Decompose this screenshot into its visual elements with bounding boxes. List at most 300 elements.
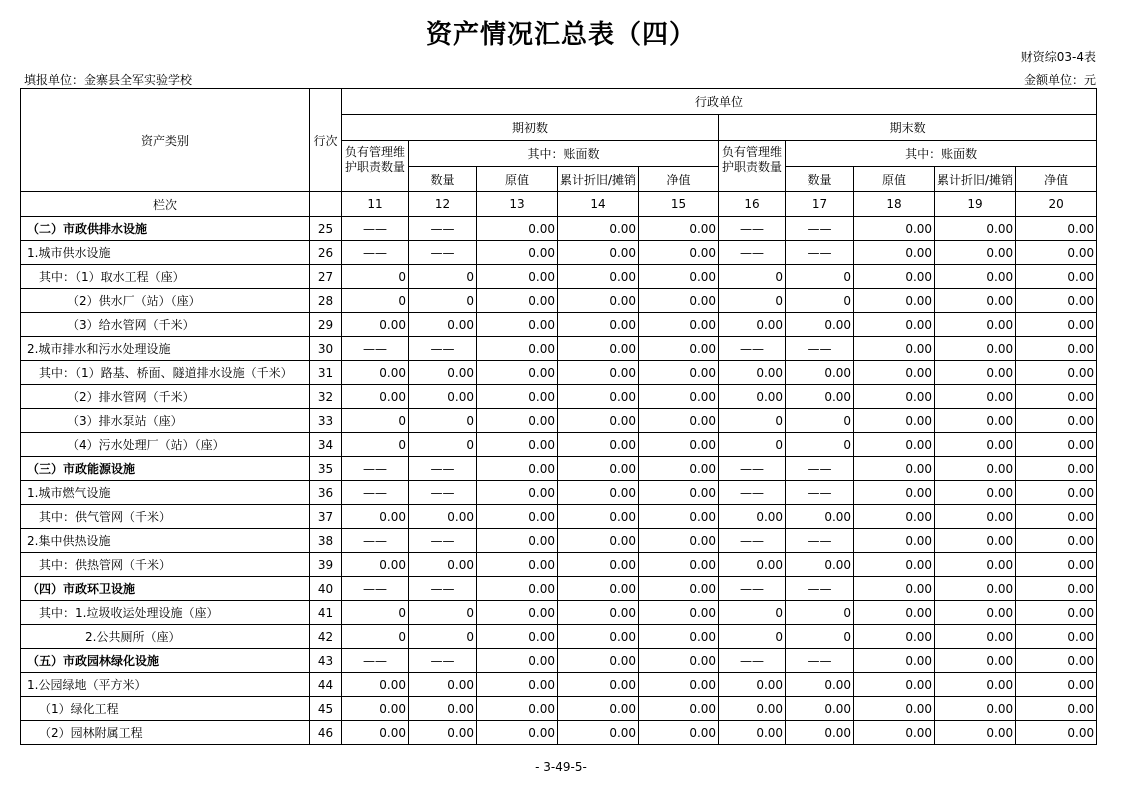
row-value-cell: 0.00 [719, 553, 786, 577]
table-row [21, 217, 1097, 241]
header-begin-orig: 原值 [477, 167, 558, 192]
header-end-book: 其中：账面数 [786, 141, 1097, 167]
row-value-cell: 0.00 [1016, 361, 1097, 385]
row-value-cell: 0.00 [935, 553, 1016, 577]
row-value-cell: 0.00 [409, 505, 477, 529]
row-line-no: 32 [310, 385, 342, 409]
header-col-num: 13 [477, 192, 558, 217]
row-value-cell: 0.00 [477, 361, 558, 385]
row-value-cell: —— [342, 217, 409, 241]
row-value-cell: 0.00 [342, 313, 409, 337]
row-value-cell: 0.00 [719, 361, 786, 385]
table-row [21, 721, 1097, 745]
row-line-no: 28 [310, 289, 342, 313]
row-value-cell: 0.00 [558, 697, 639, 721]
row-value-cell: —— [719, 649, 786, 673]
row-value-cell: 0.00 [639, 577, 719, 601]
row-value-cell: 0.00 [935, 361, 1016, 385]
table-row [21, 505, 1097, 529]
row-value-cell: 0.00 [786, 313, 854, 337]
row-value-cell: 0.00 [639, 337, 719, 361]
row-value-cell: 0.00 [854, 673, 935, 697]
row-value-cell: 0.00 [786, 385, 854, 409]
row-value-cell: 0.00 [558, 241, 639, 265]
row-asset-name: 1.城市供水设施 [21, 241, 310, 265]
row-asset-name: （五）市政园林绿化设施 [21, 649, 310, 673]
row-value-cell: 0.00 [935, 409, 1016, 433]
row-value-cell: —— [342, 337, 409, 361]
row-value-cell: 0.00 [409, 313, 477, 337]
row-value-cell: 0.00 [409, 697, 477, 721]
row-value-cell: 0.00 [342, 505, 409, 529]
row-value-cell: 0.00 [935, 337, 1016, 361]
row-line-no: 38 [310, 529, 342, 553]
row-value-cell: 0 [719, 265, 786, 289]
row-value-cell: 0.00 [342, 361, 409, 385]
row-value-cell: 0.00 [935, 481, 1016, 505]
row-asset-name: （二）市政供排水设施 [21, 217, 310, 241]
row-value-cell: 0.00 [1016, 337, 1097, 361]
table-row [21, 313, 1097, 337]
row-value-cell: 0.00 [854, 697, 935, 721]
header-end-qty: 数量 [786, 167, 854, 192]
header-col-num: 14 [558, 192, 639, 217]
row-line-no: 46 [310, 721, 342, 745]
row-value-cell: 0.00 [477, 625, 558, 649]
row-value-cell: 0.00 [477, 577, 558, 601]
row-value-cell: 0.00 [854, 433, 935, 457]
row-value-cell: 0.00 [558, 649, 639, 673]
row-value-cell: 0 [719, 289, 786, 313]
table-row [21, 385, 1097, 409]
row-value-cell: 0.00 [854, 361, 935, 385]
row-value-cell: —— [719, 529, 786, 553]
row-value-cell: 0.00 [477, 697, 558, 721]
row-value-cell: 0.00 [719, 673, 786, 697]
row-value-cell: —— [719, 457, 786, 481]
row-value-cell: 0.00 [558, 385, 639, 409]
row-value-cell: 0 [342, 409, 409, 433]
row-value-cell: 0.00 [639, 697, 719, 721]
header-begin-depr: 累计折旧/摊销 [558, 167, 639, 192]
row-value-cell: 0.00 [639, 625, 719, 649]
row-value-cell: 0.00 [854, 601, 935, 625]
row-value-cell: 0.00 [854, 385, 935, 409]
row-value-cell: 0.00 [854, 409, 935, 433]
row-value-cell: 0.00 [477, 433, 558, 457]
header-col-num: 19 [935, 192, 1016, 217]
row-value-cell: 0.00 [719, 505, 786, 529]
row-value-cell: —— [409, 217, 477, 241]
row-value-cell: —— [786, 241, 854, 265]
page-title: 资产情况汇总表（四） [425, 20, 696, 50]
row-value-cell: 0.00 [477, 673, 558, 697]
row-value-cell: 0 [786, 601, 854, 625]
header-end-resp-qty: 负有管理维护职责数量 [719, 141, 786, 192]
row-asset-name: 其中：（1）取水工程（座） [21, 265, 310, 289]
row-value-cell: —— [409, 529, 477, 553]
header-begin-resp-qty: 负有管理维护职责数量 [342, 141, 409, 192]
row-value-cell: 0.00 [935, 577, 1016, 601]
row-asset-name: （4）污水处理厂（站）（座） [21, 433, 310, 457]
row-value-cell: 0.00 [342, 721, 409, 745]
row-asset-name: （2）排水管网（千米） [21, 385, 310, 409]
row-asset-name: （3）排水泵站（座） [21, 409, 310, 433]
row-value-cell: 0.00 [639, 553, 719, 577]
row-value-cell: 0 [409, 601, 477, 625]
row-value-cell: 0.00 [477, 313, 558, 337]
row-line-no: 39 [310, 553, 342, 577]
header-col-num: 16 [719, 192, 786, 217]
table-row [21, 697, 1097, 721]
row-asset-name: 1.公园绿地（平方米） [21, 673, 310, 697]
row-value-cell: 0.00 [935, 385, 1016, 409]
row-value-cell: —— [719, 337, 786, 361]
row-value-cell: 0.00 [477, 337, 558, 361]
row-value-cell: 0.00 [935, 217, 1016, 241]
row-value-cell: 0.00 [854, 241, 935, 265]
row-asset-name: 其中：1.垃圾收运处理设施（座） [21, 601, 310, 625]
row-value-cell: 0.00 [477, 241, 558, 265]
row-value-cell: 0.00 [1016, 289, 1097, 313]
row-value-cell: 0.00 [342, 697, 409, 721]
row-line-no: 37 [310, 505, 342, 529]
row-asset-name: （3）给水管网（千米） [21, 313, 310, 337]
row-value-cell: 0.00 [477, 457, 558, 481]
table-row [21, 673, 1097, 697]
header-end-net: 净值 [1016, 167, 1097, 192]
row-line-no: 26 [310, 241, 342, 265]
row-value-cell: 0.00 [1016, 577, 1097, 601]
header-col-blank [310, 192, 342, 217]
row-value-cell: 0 [409, 289, 477, 313]
row-value-cell: 0.00 [719, 721, 786, 745]
row-value-cell: 0 [342, 433, 409, 457]
row-value-cell: 0.00 [854, 337, 935, 361]
row-value-cell: 0.00 [639, 529, 719, 553]
row-value-cell: 0.00 [854, 577, 935, 601]
row-value-cell: 0.00 [558, 505, 639, 529]
row-value-cell: —— [409, 649, 477, 673]
row-value-cell: 0.00 [854, 721, 935, 745]
row-value-cell: 0.00 [719, 697, 786, 721]
header-begin-book: 其中：账面数 [409, 141, 719, 167]
header-begin-net: 净值 [639, 167, 719, 192]
row-value-cell: 0.00 [786, 673, 854, 697]
row-line-no: 42 [310, 625, 342, 649]
table-row [21, 409, 1097, 433]
row-value-cell: —— [786, 217, 854, 241]
row-asset-name: 2.城市排水和污水处理设施 [21, 337, 310, 361]
row-asset-name: 1.城市燃气设施 [21, 481, 310, 505]
row-value-cell: 0.00 [935, 313, 1016, 337]
row-value-cell: 0.00 [1016, 265, 1097, 289]
row-asset-name: 2.公共厕所（座） [21, 625, 310, 649]
row-value-cell: 0.00 [558, 433, 639, 457]
row-line-no: 31 [310, 361, 342, 385]
row-asset-name: 2.集中供热设施 [21, 529, 310, 553]
row-value-cell: 0.00 [477, 505, 558, 529]
row-value-cell: 0.00 [1016, 529, 1097, 553]
table-row [21, 601, 1097, 625]
header-begin: 期初数 [342, 115, 719, 141]
row-value-cell: 0 [409, 433, 477, 457]
header-col-label: 栏次 [21, 192, 310, 217]
header-begin-qty: 数量 [409, 167, 477, 192]
row-value-cell: 0 [342, 289, 409, 313]
row-value-cell: 0 [342, 625, 409, 649]
row-value-cell: 0.00 [854, 481, 935, 505]
row-value-cell: 0.00 [786, 697, 854, 721]
row-value-cell: 0.00 [854, 553, 935, 577]
row-value-cell: 0.00 [639, 265, 719, 289]
row-value-cell: 0.00 [558, 217, 639, 241]
row-value-cell: 0.00 [558, 553, 639, 577]
row-value-cell: 0 [719, 625, 786, 649]
row-value-cell: 0.00 [477, 385, 558, 409]
row-value-cell: 0.00 [935, 625, 1016, 649]
row-value-cell: 0 [786, 265, 854, 289]
row-value-cell: 0 [719, 433, 786, 457]
row-value-cell: 0.00 [558, 481, 639, 505]
row-value-cell: 0.00 [1016, 481, 1097, 505]
row-value-cell: 0.00 [1016, 409, 1097, 433]
row-value-cell: 0.00 [409, 553, 477, 577]
row-value-cell: 0.00 [854, 505, 935, 529]
header-end-orig: 原值 [854, 167, 935, 192]
row-value-cell: 0.00 [477, 409, 558, 433]
row-value-cell: 0.00 [1016, 625, 1097, 649]
table-row [21, 457, 1097, 481]
row-value-cell: 0.00 [558, 625, 639, 649]
row-line-no: 45 [310, 697, 342, 721]
row-value-cell: 0.00 [1016, 673, 1097, 697]
row-value-cell: 0 [719, 601, 786, 625]
row-value-cell: 0.00 [477, 289, 558, 313]
row-value-cell: 0.00 [1016, 601, 1097, 625]
row-value-cell: 0 [409, 265, 477, 289]
row-value-cell: 0.00 [1016, 697, 1097, 721]
row-value-cell: 0.00 [639, 481, 719, 505]
row-value-cell: 0.00 [935, 265, 1016, 289]
row-value-cell: 0.00 [639, 433, 719, 457]
row-value-cell: 0.00 [935, 505, 1016, 529]
row-value-cell: —— [409, 577, 477, 601]
header-col-num: 15 [639, 192, 719, 217]
row-value-cell: 0.00 [477, 481, 558, 505]
row-value-cell: 0.00 [719, 385, 786, 409]
row-value-cell: —— [409, 241, 477, 265]
header-col-num: 17 [786, 192, 854, 217]
row-asset-name: 其中：（1）路基、桥面、隧道排水设施（千米） [21, 361, 310, 385]
row-value-cell: 0 [409, 409, 477, 433]
row-line-no: 44 [310, 673, 342, 697]
row-line-no: 29 [310, 313, 342, 337]
row-value-cell: 0 [786, 289, 854, 313]
row-value-cell: —— [342, 649, 409, 673]
row-value-cell: 0.00 [558, 265, 639, 289]
row-value-cell: —— [342, 577, 409, 601]
row-value-cell: —— [786, 577, 854, 601]
row-line-no: 41 [310, 601, 342, 625]
row-value-cell: 0.00 [935, 601, 1016, 625]
row-value-cell: 0.00 [558, 601, 639, 625]
row-value-cell: 0.00 [639, 649, 719, 673]
row-value-cell: 0.00 [854, 529, 935, 553]
row-value-cell: 0.00 [639, 505, 719, 529]
row-value-cell: 0.00 [342, 385, 409, 409]
row-value-cell: 0.00 [477, 721, 558, 745]
row-value-cell: 0.00 [854, 649, 935, 673]
row-value-cell: —— [409, 457, 477, 481]
row-line-no: 33 [310, 409, 342, 433]
row-line-no: 36 [310, 481, 342, 505]
row-value-cell: —— [719, 481, 786, 505]
table-row [21, 529, 1097, 553]
row-value-cell: 0.00 [1016, 217, 1097, 241]
reporting-unit: 填报单位：金寨县全军实验学校 [24, 73, 193, 87]
row-value-cell: 0.00 [409, 721, 477, 745]
row-value-cell: 0.00 [477, 601, 558, 625]
row-value-cell: 0.00 [558, 313, 639, 337]
row-value-cell: —— [409, 481, 477, 505]
row-value-cell: 0.00 [477, 553, 558, 577]
row-line-no: 34 [310, 433, 342, 457]
row-value-cell: —— [409, 337, 477, 361]
row-value-cell: 0.00 [854, 217, 935, 241]
row-value-cell: 0.00 [1016, 721, 1097, 745]
row-value-cell: —— [786, 649, 854, 673]
row-value-cell: 0.00 [935, 697, 1016, 721]
header-asset-type: 资产类别 [21, 89, 310, 192]
row-value-cell: 0 [786, 409, 854, 433]
row-value-cell: 0.00 [935, 241, 1016, 265]
row-value-cell: —— [786, 481, 854, 505]
row-value-cell: 0.00 [854, 289, 935, 313]
row-value-cell: —— [786, 337, 854, 361]
row-value-cell: —— [786, 529, 854, 553]
row-value-cell: 0.00 [639, 241, 719, 265]
row-value-cell: 0.00 [1016, 433, 1097, 457]
row-value-cell: 0.00 [935, 289, 1016, 313]
row-asset-name: 其中：供热管网（千米） [21, 553, 310, 577]
table-row [21, 289, 1097, 313]
table-row [21, 337, 1097, 361]
row-value-cell: —— [342, 481, 409, 505]
form-number: 财资综03-4表 [1020, 50, 1096, 64]
row-value-cell: 0 [719, 409, 786, 433]
row-value-cell: 0.00 [935, 457, 1016, 481]
table-row [21, 481, 1097, 505]
row-value-cell: 0.00 [409, 673, 477, 697]
row-value-cell: 0.00 [786, 553, 854, 577]
row-value-cell: 0.00 [558, 721, 639, 745]
row-value-cell: 0.00 [409, 361, 477, 385]
header-col-num: 12 [409, 192, 477, 217]
table-row [21, 625, 1097, 649]
row-value-cell: —— [342, 241, 409, 265]
row-value-cell: 0.00 [639, 721, 719, 745]
row-value-cell: 0.00 [639, 673, 719, 697]
row-value-cell: 0.00 [786, 505, 854, 529]
row-value-cell: 0.00 [639, 289, 719, 313]
row-value-cell: 0.00 [639, 601, 719, 625]
asset-summary-table [20, 88, 1097, 745]
row-value-cell: 0 [786, 433, 854, 457]
row-value-cell: —— [342, 529, 409, 553]
row-value-cell: 0 [786, 625, 854, 649]
table-row [21, 361, 1097, 385]
row-value-cell: 0.00 [639, 313, 719, 337]
money-unit: 金额单位：元 [1023, 73, 1096, 87]
row-value-cell: 0.00 [477, 649, 558, 673]
header-col-num: 18 [854, 192, 935, 217]
header-col-num: 20 [1016, 192, 1097, 217]
row-value-cell: 0.00 [558, 577, 639, 601]
row-asset-name: （三）市政能源设施 [21, 457, 310, 481]
row-value-cell: 0.00 [1016, 313, 1097, 337]
row-line-no: 25 [310, 217, 342, 241]
table-row [21, 577, 1097, 601]
row-value-cell: 0.00 [935, 673, 1016, 697]
table-row [21, 265, 1097, 289]
row-line-no: 35 [310, 457, 342, 481]
row-value-cell: 0.00 [558, 337, 639, 361]
row-value-cell: 0.00 [558, 289, 639, 313]
row-value-cell: 0.00 [409, 385, 477, 409]
row-value-cell: 0.00 [477, 217, 558, 241]
row-value-cell: —— [719, 217, 786, 241]
row-line-no: 43 [310, 649, 342, 673]
row-asset-name: （2）园林附属工程 [21, 721, 310, 745]
row-value-cell: 0.00 [935, 649, 1016, 673]
header-end-depr: 累计折旧/摊销 [935, 167, 1016, 192]
table-row [21, 649, 1097, 673]
row-value-cell: 0.00 [1016, 241, 1097, 265]
row-value-cell: 0.00 [1016, 505, 1097, 529]
row-value-cell: 0.00 [639, 361, 719, 385]
row-value-cell: 0.00 [639, 385, 719, 409]
row-value-cell: —— [719, 241, 786, 265]
header-end: 期末数 [719, 115, 1097, 141]
row-value-cell: 0.00 [1016, 457, 1097, 481]
row-value-cell: 0.00 [719, 313, 786, 337]
row-value-cell: 0.00 [639, 457, 719, 481]
row-value-cell: 0.00 [558, 529, 639, 553]
row-line-no: 40 [310, 577, 342, 601]
row-line-no: 30 [310, 337, 342, 361]
row-value-cell: 0.00 [854, 313, 935, 337]
table-row [21, 433, 1097, 457]
row-value-cell: 0.00 [786, 361, 854, 385]
row-value-cell: 0.00 [342, 673, 409, 697]
row-value-cell: 0.00 [477, 529, 558, 553]
row-value-cell: 0 [409, 625, 477, 649]
row-value-cell: 0.00 [558, 409, 639, 433]
row-line-no: 27 [310, 265, 342, 289]
row-value-cell: 0.00 [854, 625, 935, 649]
row-value-cell: 0.00 [639, 217, 719, 241]
row-value-cell: 0.00 [854, 457, 935, 481]
header-row-no: 行次 [310, 89, 342, 192]
row-value-cell: 0.00 [558, 673, 639, 697]
row-value-cell: 0.00 [558, 457, 639, 481]
row-value-cell: 0.00 [639, 409, 719, 433]
row-asset-name: （2）供水厂（站）（座） [21, 289, 310, 313]
row-value-cell: 0.00 [342, 553, 409, 577]
row-value-cell: —— [342, 457, 409, 481]
header-admin-unit: 行政单位 [342, 89, 1097, 115]
